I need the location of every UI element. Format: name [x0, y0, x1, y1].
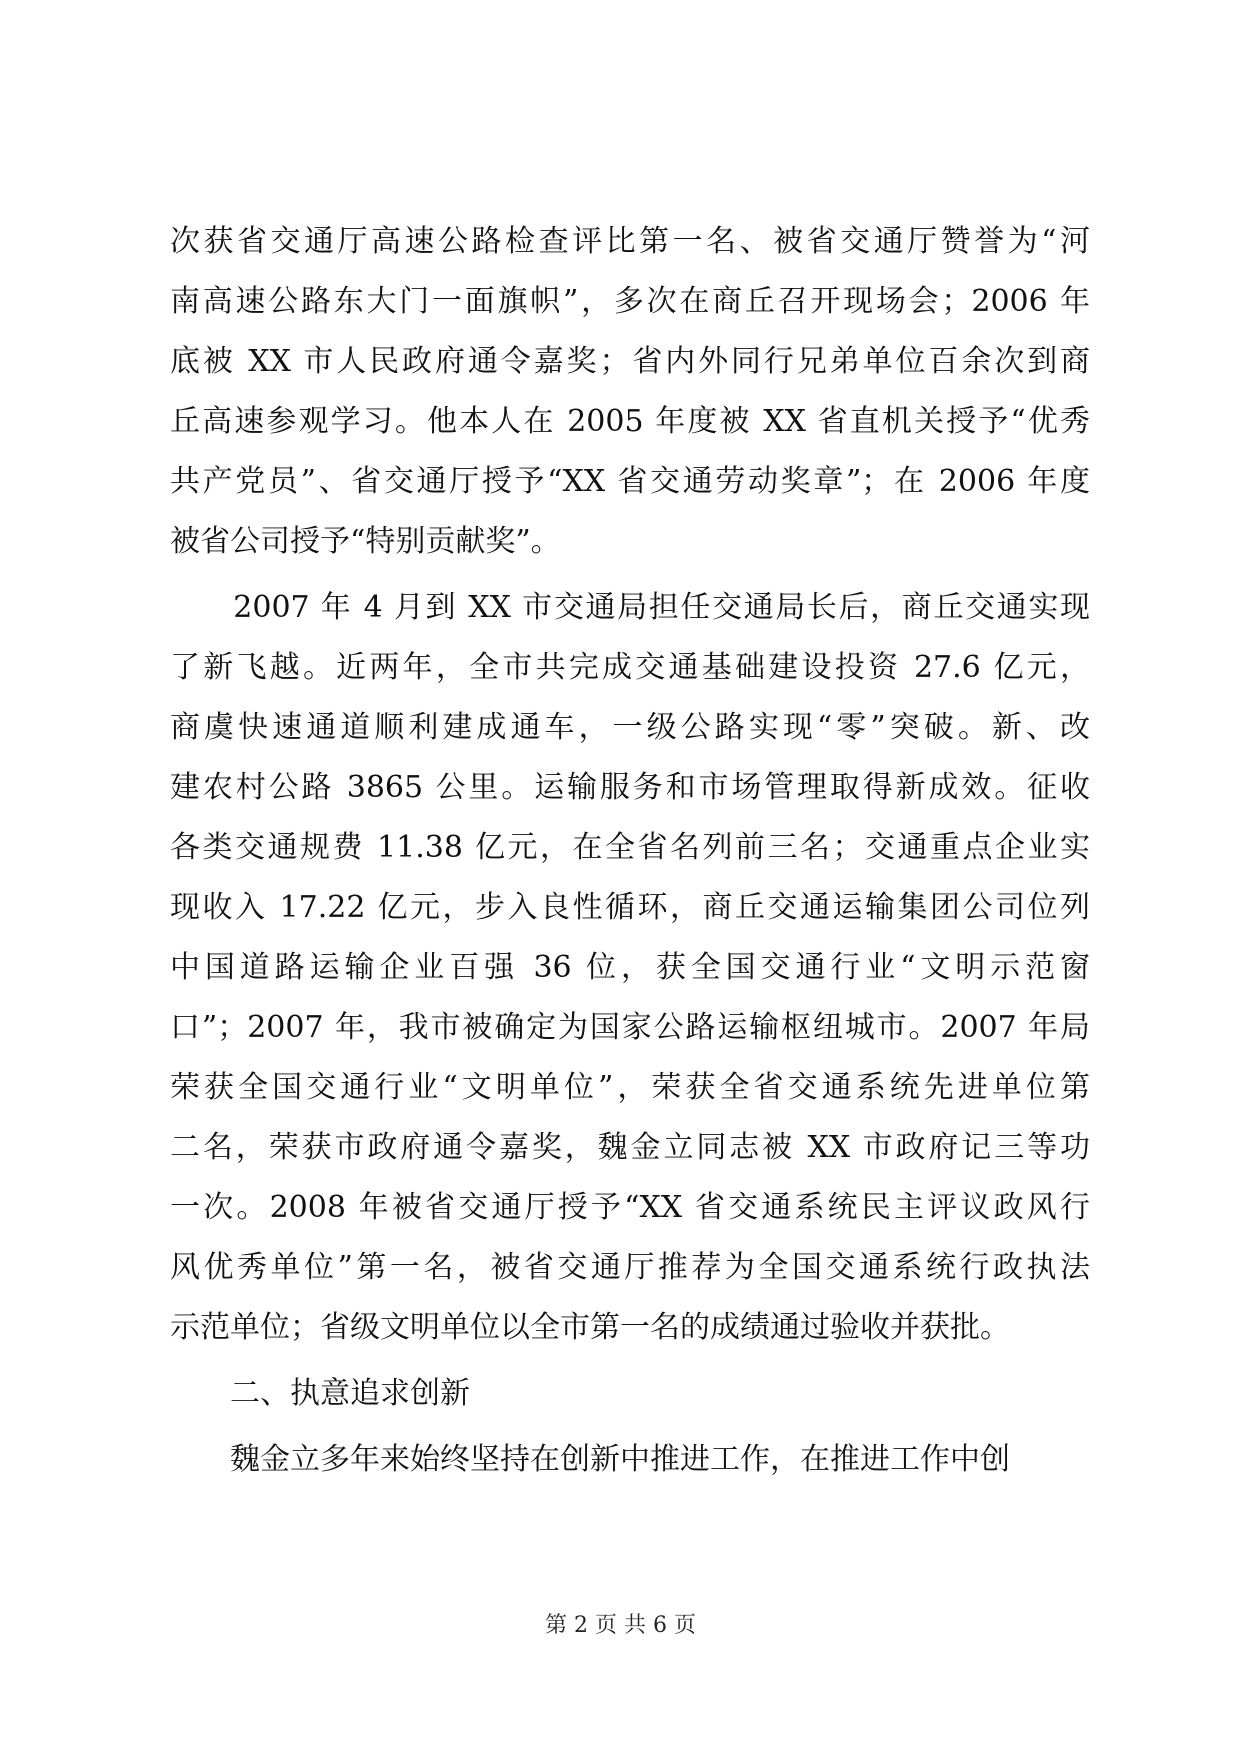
paragraph [170, 578, 1090, 1358]
text-line: 各类交通规费 11.38 亿元，在全省名列前三名；交通重点企业实 [170, 830, 1090, 865]
text-line: 中国道路运输企业百强 36 位，获全国交通行业“文明示范窗 [170, 950, 1090, 985]
text-line: 丘高速参观学习。他本人在 2005 年度被 XX 省直机关授予“优秀 [170, 404, 1090, 439]
text-line: 共产党员”、省交通厅授予“XX 省交通劳动奖章”；在 2006 年度 [170, 464, 1090, 499]
text-line: 现收入 17.22 亿元，步入良性循环，商丘交通运输集团公司位列 [170, 890, 1090, 925]
text-line: 二、执意追求创新 [170, 1376, 470, 1411]
text-line: 底被 XX 市人民政府通令嘉奖；省内外同行兄弟单位百余次到商 [170, 344, 1090, 379]
text-line: 商虞快速通道顺利建成通车，一级公路实现“零”突破。新、改 [170, 710, 1090, 745]
text-line: 风优秀单位”第一名，被省交通厅推荐为全国交通系统行政执法 [170, 1250, 1090, 1285]
text-line: 2007 年 4 月到 XX 市交通局担任交通局长后，商丘交通实现 [170, 590, 1090, 625]
text-line: 被省公司授予“特别贡献奖”。 [170, 524, 561, 559]
text-line: 荣获全国交通行业“文明单位”，荣获全省交通系统先进单位第 [170, 1070, 1090, 1105]
text-line: 口”；2007 年，我市被确定为国家公路运输枢纽城市。2007 年局 [170, 1010, 1090, 1045]
text-line: 了新飞越。近两年，全市共完成交通基础建设投资 27.6 亿元， [170, 650, 1090, 685]
document-body [170, 212, 1090, 1490]
text-line: 南高速公路东大门一面旗帜”，多次在商丘召开现场会；2006 年 [170, 284, 1090, 319]
text-line: 魏金立多年来始终坚持在创新中推进工作，在推进工作中创 [170, 1442, 1010, 1477]
paragraph [170, 212, 1090, 572]
paragraph [170, 1364, 1090, 1424]
text-line: 次获省交通厅高速公路检查评比第一名、被省交通厅赞誉为“河 [170, 224, 1090, 259]
text-line: 建农村公路 3865 公里。运输服务和市场管理取得新成效。征收 [170, 770, 1090, 805]
page-number-footer: 第 2 页 共 6 页 [545, 1613, 696, 1638]
paragraph [170, 1430, 1090, 1490]
text-line: 二名，荣获市政府通令嘉奖，魏金立同志被 XX 市政府记三等功 [170, 1130, 1090, 1165]
text-line: 示范单位；省级文明单位以全市第一名的成绩通过验收并获批。 [170, 1310, 1010, 1345]
text-line: 一次。2008 年被省交通厅授予“XX 省交通系统民主评议政风行 [170, 1190, 1090, 1225]
